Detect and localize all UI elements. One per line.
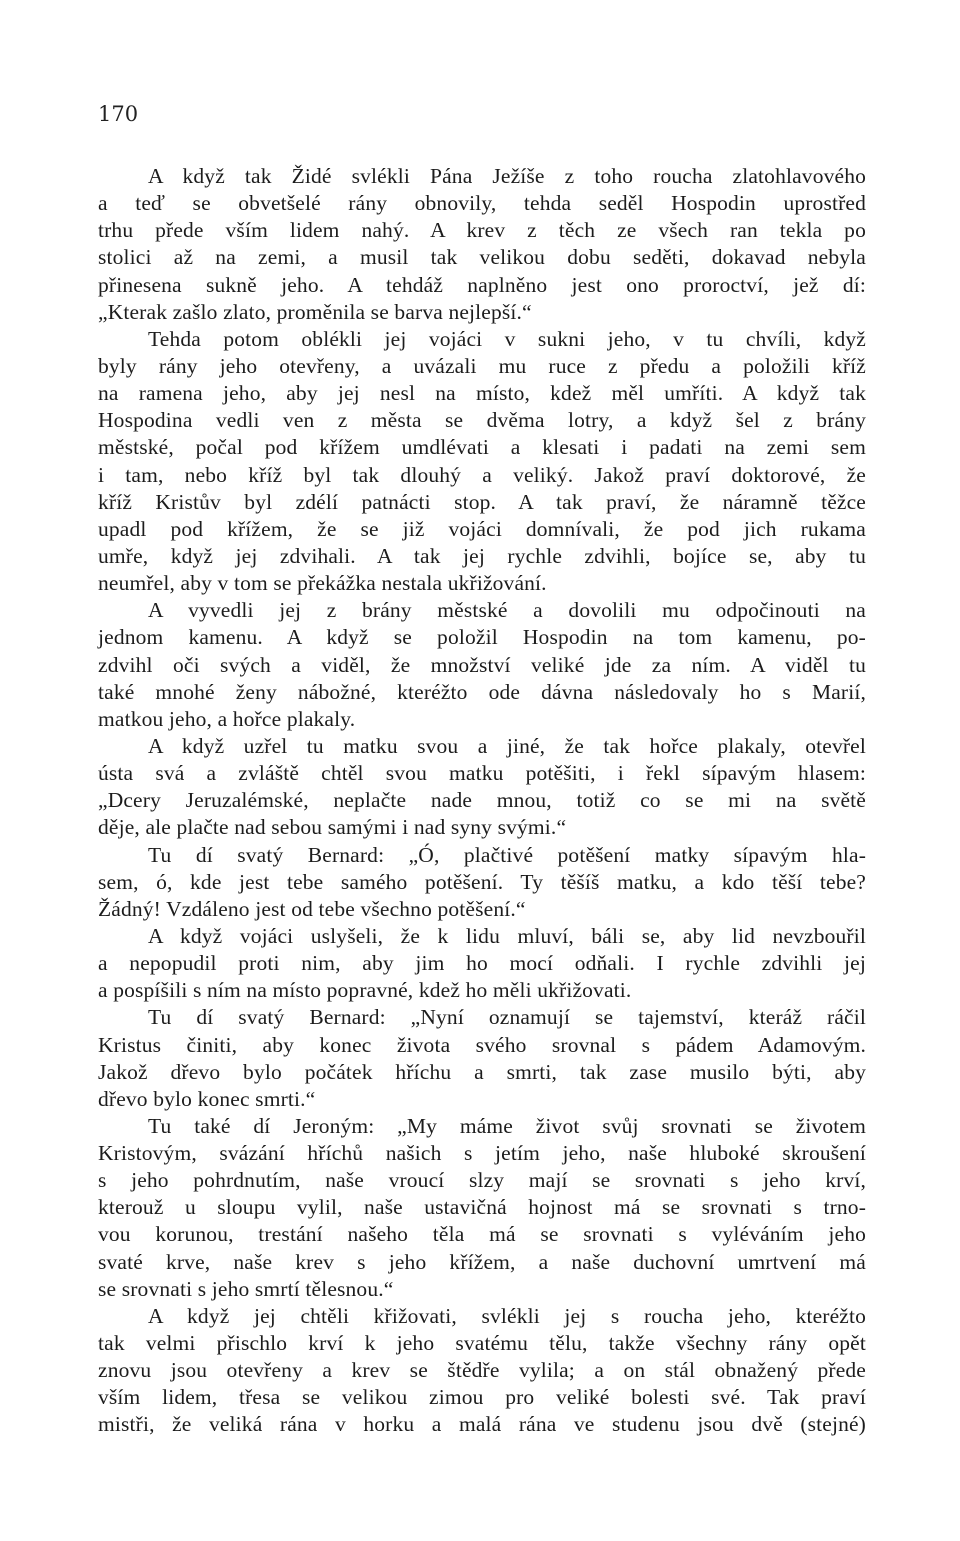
- text-line: upadl pod křížem, že se již vojáci domnívali, že pod jich rukama: [98, 516, 866, 541]
- text-line: a pospíšili s ním na místo popravné, kdež ho měli ukřižovati.: [98, 978, 632, 1003]
- text-line: vším lidem, třesa se velikou zimou pro veliké bolesti své. Tak praví: [98, 1385, 866, 1410]
- text-line: Jakož dřevo bylo počátek hříchu a smrti, tak zase musilo býti, aby: [98, 1059, 866, 1084]
- text-line: „Dcery Jeruzalémské, neplačte nade mnou, totiž co se mi na světě: [98, 788, 866, 813]
- text-line: byly rány jeho otevřeny, a uvázali mu ruce z předu a položili kříž: [98, 353, 866, 378]
- text-line: neumřel, aby v tom se překážka nestala ukřižování.: [98, 571, 547, 596]
- text-line: mistři, že veliká rána v horku a malá rána ve studenu jsou dvě (stejné): [98, 1412, 866, 1437]
- text-line: svaté krve, naše krev s jeho křížem, a naše duchovní umrtvení má: [98, 1249, 866, 1274]
- text-line: A když uzřel tu matku svou a jiné, že tak hořce plakaly, otevřel: [148, 733, 866, 758]
- text-line: Žádný! Vzdáleno jest od tebe všechno potěšení.“: [98, 896, 526, 921]
- text-line: a nepopudil proti nim, aby jim ho mocí odňali. I rychle zdvihli jej: [98, 951, 866, 976]
- text-line: Tehda potom oblékli jej vojáci v sukni jeho, v tu chvíli, když: [148, 326, 866, 351]
- text-line: zdvihl oči svých a viděl, že množství veliké jde za ním. A viděl tu: [98, 652, 866, 677]
- text-line: Kristovým, svázání hříchů našich s jetím jeho, naše hluboké skroušení: [98, 1141, 866, 1166]
- text-line: Tu dí svatý Bernard: „Nyní oznamují se tajemství, kteráž ráčil: [148, 1005, 866, 1030]
- text-line: děje, ale plačte nad sebou samými i nad syny svými.“: [98, 815, 567, 840]
- text-line: vou korunou, trestání našeho těla má se srovnati s vyléváním jeho: [98, 1222, 866, 1247]
- text-line: znovu jsou otevřeny a krev se štědře vylila; a on stál obnažený přede: [98, 1358, 866, 1383]
- text-line: stolici až na zemi, a musil tak velikou dobu seděti, dokavad nebyla: [98, 245, 866, 270]
- page-number: 170: [98, 102, 139, 126]
- text-line: A když vojáci uslyšeli, že k lidu mluví, báli se, aby lid nevzbouřil: [148, 923, 866, 948]
- text-line: Kristus činiti, aby konec života svého srovnal s pádem Adamovým.: [98, 1032, 866, 1057]
- text-line: matkou jeho, a hořce plakaly.: [98, 706, 356, 731]
- text-line: Tu dí svatý Bernard: „Ó, plačtivé potěšení matky sípavým hla-: [148, 842, 866, 867]
- text-line: A když jej chtěli křižovati, svlékli jej s roucha jeho, kteréžto: [148, 1303, 866, 1328]
- text-line: na ramena jeho, aby jej nesl na místo, kdež měl umříti. A když tak: [98, 381, 866, 406]
- text-line: kterouž u sloupu vylil, naše ustavičná hojnost má se srovnati s trno-: [98, 1195, 866, 1220]
- text-line: Tu také dí Jeroným: „My máme život svůj srovnati se životem: [148, 1113, 866, 1138]
- body-text: [98, 163, 866, 1439]
- text-line: se srovnati s jeho smrtí tělesnou.“: [98, 1276, 394, 1301]
- text-line: trhu přede vším lidem nahý. A krev z těch ze všech ran tekla po: [98, 218, 866, 243]
- text-line: městské, počal pod křížem umdlévati a klesati i padati na zemi sem: [98, 435, 866, 460]
- text-line: také mnohé ženy nábožné, kteréžto ode dávna následovaly ho s Marií,: [98, 679, 866, 704]
- text-line: sem, ó, kde jest tebe samého potěšení. Ty těšíš matku, a kdo těší tebe?: [98, 869, 866, 894]
- text-line: kříž Kristův byl zdélí patnácti stop. A tak praví, že náramně těžce: [98, 489, 866, 514]
- text-line: i tam, nebo kříž byl tak dlouhý a veliký. Jakož praví doktorové, že: [98, 462, 866, 487]
- text-line: tak velmi přischlo krví k jeho svatému tělu, takže všechny rány opět: [98, 1331, 866, 1356]
- text-line: s jeho pohrdnutím, naše vroucí slzy mají se srovnati s jeho krví,: [98, 1168, 866, 1193]
- text-line: „Kterak zašlo zlato, proměnila se barva nejlepší.“: [98, 299, 532, 324]
- text-line: jednom kamenu. A když se položil Hospodin na tom kamenu, po-: [98, 625, 866, 650]
- text-line: přinesena sukně jeho. A tehdáž naplněno jest ono proroctví, jež dí:: [98, 272, 866, 297]
- text-line: umře, když jej zdvihali. A tak jej rychle zdvihli, bojíce se, aby tu: [98, 543, 866, 568]
- text-line: a teď se obvetšelé rány obnovily, tehda seděl Hospodin uprostřed: [98, 191, 866, 216]
- text-line: A když tak Židé svlékli Pána Ježíše z toho roucha zlatohlavového: [148, 164, 866, 188]
- text-line: dřevo bylo konec smrti.“: [98, 1086, 316, 1111]
- text-line: A vyvedli jej z brány městské a dovolili mu odpočinouti na: [148, 598, 866, 623]
- text-line: Hospodina vedli ven z města se dvěma lotry, a když šel z brány: [98, 408, 866, 433]
- text-line: ústa svá a zvláště chtěl svou matku potěšiti, i řekl sípavým hlasem:: [98, 761, 866, 786]
